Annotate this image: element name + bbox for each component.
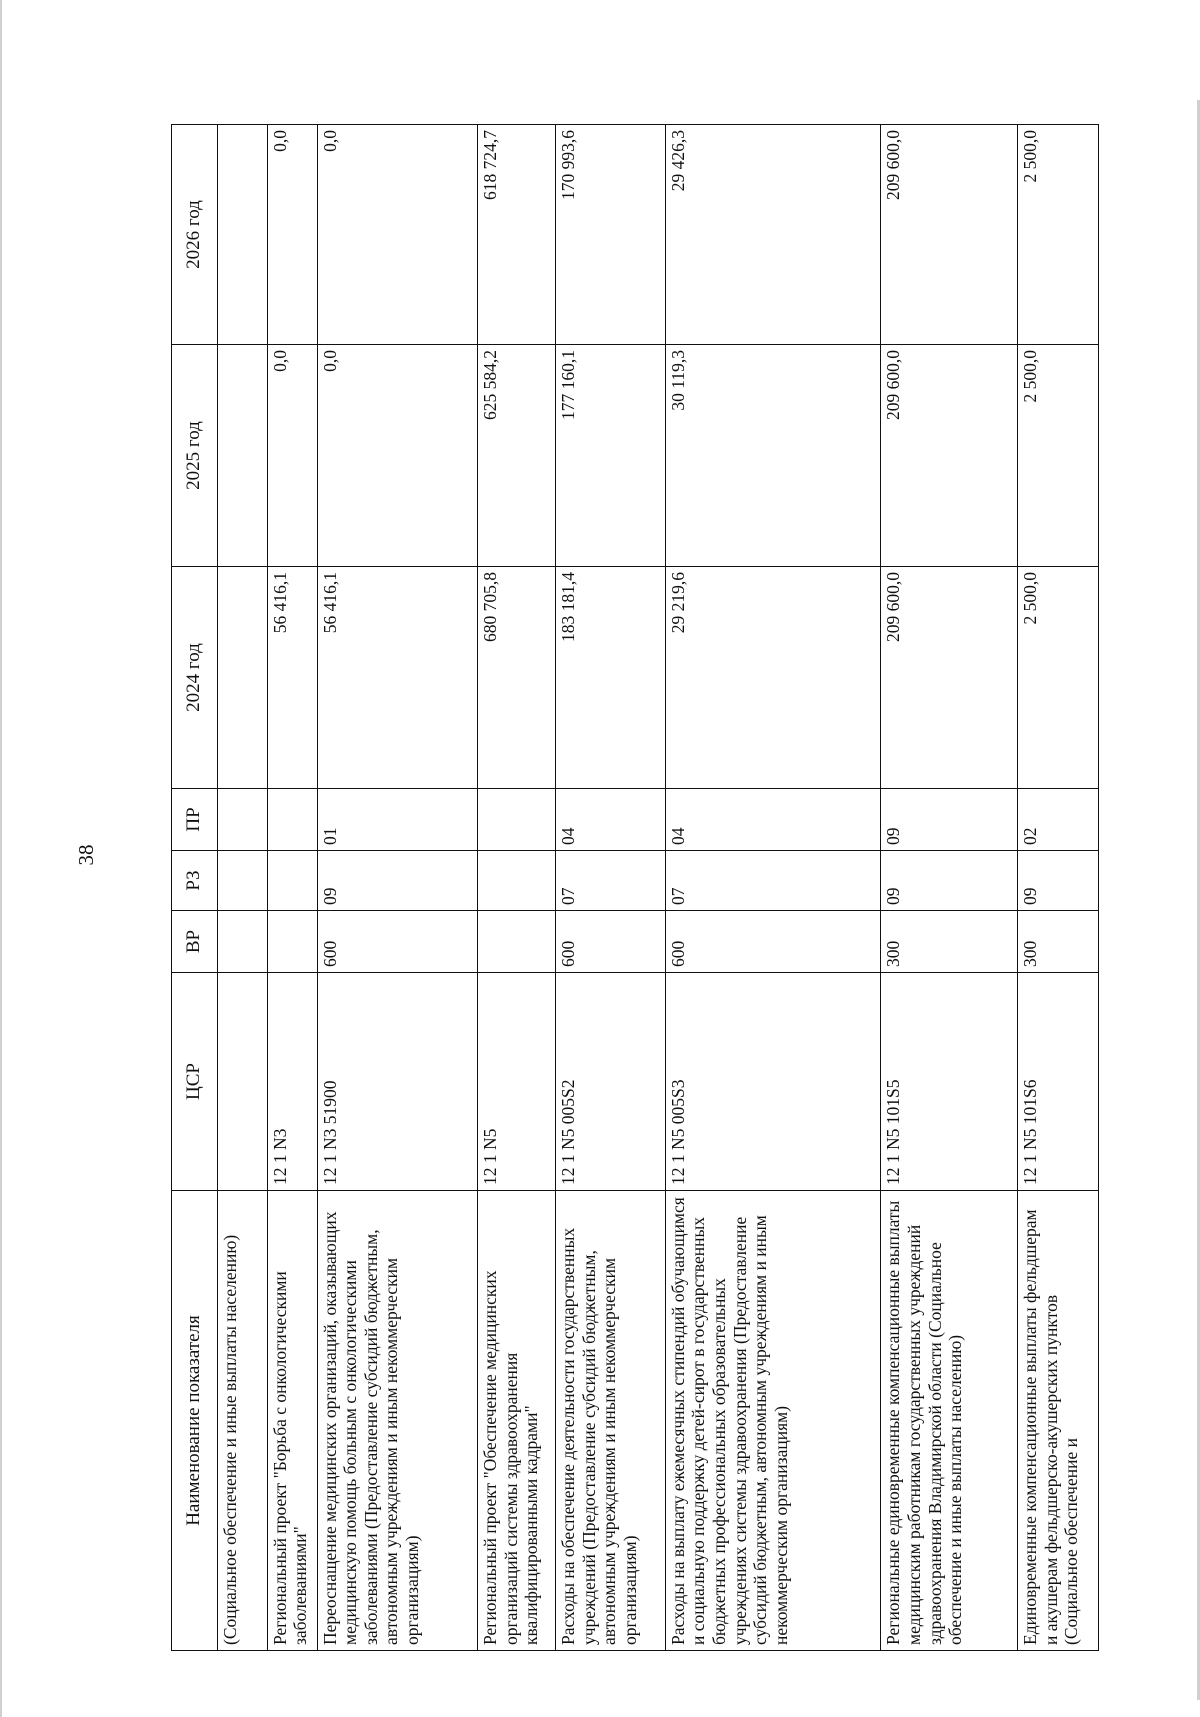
cell-pr: 04 — [665, 789, 881, 851]
cell-2025: 177 160,1 — [555, 345, 665, 567]
cell-rz — [478, 851, 556, 911]
cell-pr: 02 — [1018, 789, 1099, 851]
cell-2024 — [218, 567, 268, 789]
cell-2026: 29 426,3 — [665, 125, 881, 345]
cell-2024: 29 219,6 — [665, 567, 881, 789]
table-row — [218, 125, 268, 1651]
cell-rz: 09 — [881, 851, 1018, 911]
cell-rz: 07 — [665, 851, 881, 911]
cell-2024: 2 500,0 — [1018, 567, 1099, 789]
cell-csr — [218, 973, 268, 1191]
rotated-table-container — [171, 125, 1099, 1651]
cell-2025: 0,0 — [317, 345, 478, 567]
cell-name: Единовременные компенсационные выплаты фельдшерам и акушерам фельдшерско-акушерских пунктов (Социальное обеспечение и — [1018, 1191, 1099, 1651]
cell-vr — [218, 911, 268, 973]
cell-2025: 625 584,2 — [478, 345, 556, 567]
cell-2025: 30 119,3 — [665, 345, 881, 567]
header-rz: РЗ — [172, 851, 218, 911]
cell-2026: 0,0 — [317, 125, 478, 345]
cell-name: Расходы на обеспечение деятельности государственных учреждений (Предоставление субсидий бюджетным, автономным учреждениям и иным некоммерческим организациям) — [555, 1191, 665, 1651]
cell-csr: 12 1 N5 005S2 — [555, 973, 665, 1191]
cell-pr — [267, 789, 317, 851]
cell-vr: 600 — [317, 911, 478, 973]
cell-pr: 01 — [317, 789, 478, 851]
cell-pr — [478, 789, 556, 851]
cell-2026: 209 600,0 — [881, 125, 1018, 345]
table-row — [267, 125, 317, 1651]
cell-rz: 07 — [555, 851, 665, 911]
table-row — [881, 125, 1018, 1651]
cell-vr: 600 — [555, 911, 665, 973]
cell-name: (Социальное обеспечение и иные выплаты населению) — [218, 1191, 268, 1651]
scan-edge-left — [0, 0, 2, 1717]
cell-2024: 680 705,8 — [478, 567, 556, 789]
cell-2025: 2 500,0 — [1018, 345, 1099, 567]
table-row — [1018, 125, 1099, 1651]
cell-csr: 12 1 N3 51900 — [317, 973, 478, 1191]
table-row — [478, 125, 556, 1651]
cell-2024: 209 600,0 — [881, 567, 1018, 789]
cell-rz: 09 — [317, 851, 478, 911]
header-csr: ЦСР — [172, 973, 218, 1191]
cell-rz: 09 — [1018, 851, 1099, 911]
cell-name: Переоснащение медицинских организаций, оказывающих медицинскую помощь больным с онкологическими заболеваниями (Предоставление субсидий бюджетным, автономным учреждениям и иным некоммерческим организациям) — [317, 1191, 478, 1651]
table-row — [317, 125, 478, 1651]
cell-vr: 300 — [1018, 911, 1099, 973]
header-2025: 2025 год — [172, 345, 218, 567]
cell-csr: 12 1 N5 101S5 — [881, 973, 1018, 1191]
cell-name: Расходы на выплату ежемесячных стипендий обучающимся и социальную поддержку детей-сирот в государственных бюджетных профессиональных образовательных учреждениях системы здравоохранения (Предоставление субсидий бюджетным, автономным учреждениям и иным некоммерческим организациям) — [665, 1191, 881, 1651]
cell-2026: 170 993,6 — [555, 125, 665, 345]
cell-rz — [267, 851, 317, 911]
header-pr: ПР — [172, 789, 218, 851]
cell-2024: 56 416,1 — [267, 567, 317, 789]
header-row — [172, 125, 218, 1651]
cell-name: Региональный проект "Борьба с онкологическими заболеваниями" — [267, 1191, 317, 1651]
cell-2025: 0,0 — [267, 345, 317, 567]
cell-2024: 183 181,4 — [555, 567, 665, 789]
cell-pr — [218, 789, 268, 851]
cell-rz — [218, 851, 268, 911]
cell-vr: 600 — [665, 911, 881, 973]
cell-2025 — [218, 345, 268, 567]
cell-vr — [267, 911, 317, 973]
cell-2026 — [218, 125, 268, 345]
cell-vr — [478, 911, 556, 973]
cell-csr: 12 1 N5 — [478, 973, 556, 1191]
header-2024: 2024 год — [172, 567, 218, 789]
cell-pr: 09 — [881, 789, 1018, 851]
table-row — [555, 125, 665, 1651]
header-vr: ВР — [172, 911, 218, 973]
cell-csr: 12 1 N5 005S3 — [665, 973, 881, 1191]
table-row — [665, 125, 881, 1651]
cell-name: Региональные единовременные компенсационные выплаты медицинским работникам государственных учреждений здравоохранения Владимирской области (Социальное обеспечение и иные выплаты населению) — [881, 1191, 1018, 1651]
page-number: 38 — [74, 844, 98, 866]
cell-pr: 04 — [555, 789, 665, 851]
cell-csr: 12 1 N5 101S6 — [1018, 973, 1099, 1191]
cell-2025: 209 600,0 — [881, 345, 1018, 567]
budget-table — [171, 124, 1099, 1651]
header-name: Наименование показателя — [172, 1191, 218, 1651]
cell-2026: 2 500,0 — [1018, 125, 1099, 345]
cell-2026: 618 724,7 — [478, 125, 556, 345]
cell-2026: 0,0 — [267, 125, 317, 345]
cell-2024: 56 416,1 — [317, 567, 478, 789]
cell-name: Региональный проект "Обеспечение медицинских организаций системы здравоохранения квалифицированными кадрами" — [478, 1191, 556, 1651]
header-2026: 2026 год — [172, 125, 218, 345]
cell-vr: 300 — [881, 911, 1018, 973]
cell-csr: 12 1 N3 — [267, 973, 317, 1191]
